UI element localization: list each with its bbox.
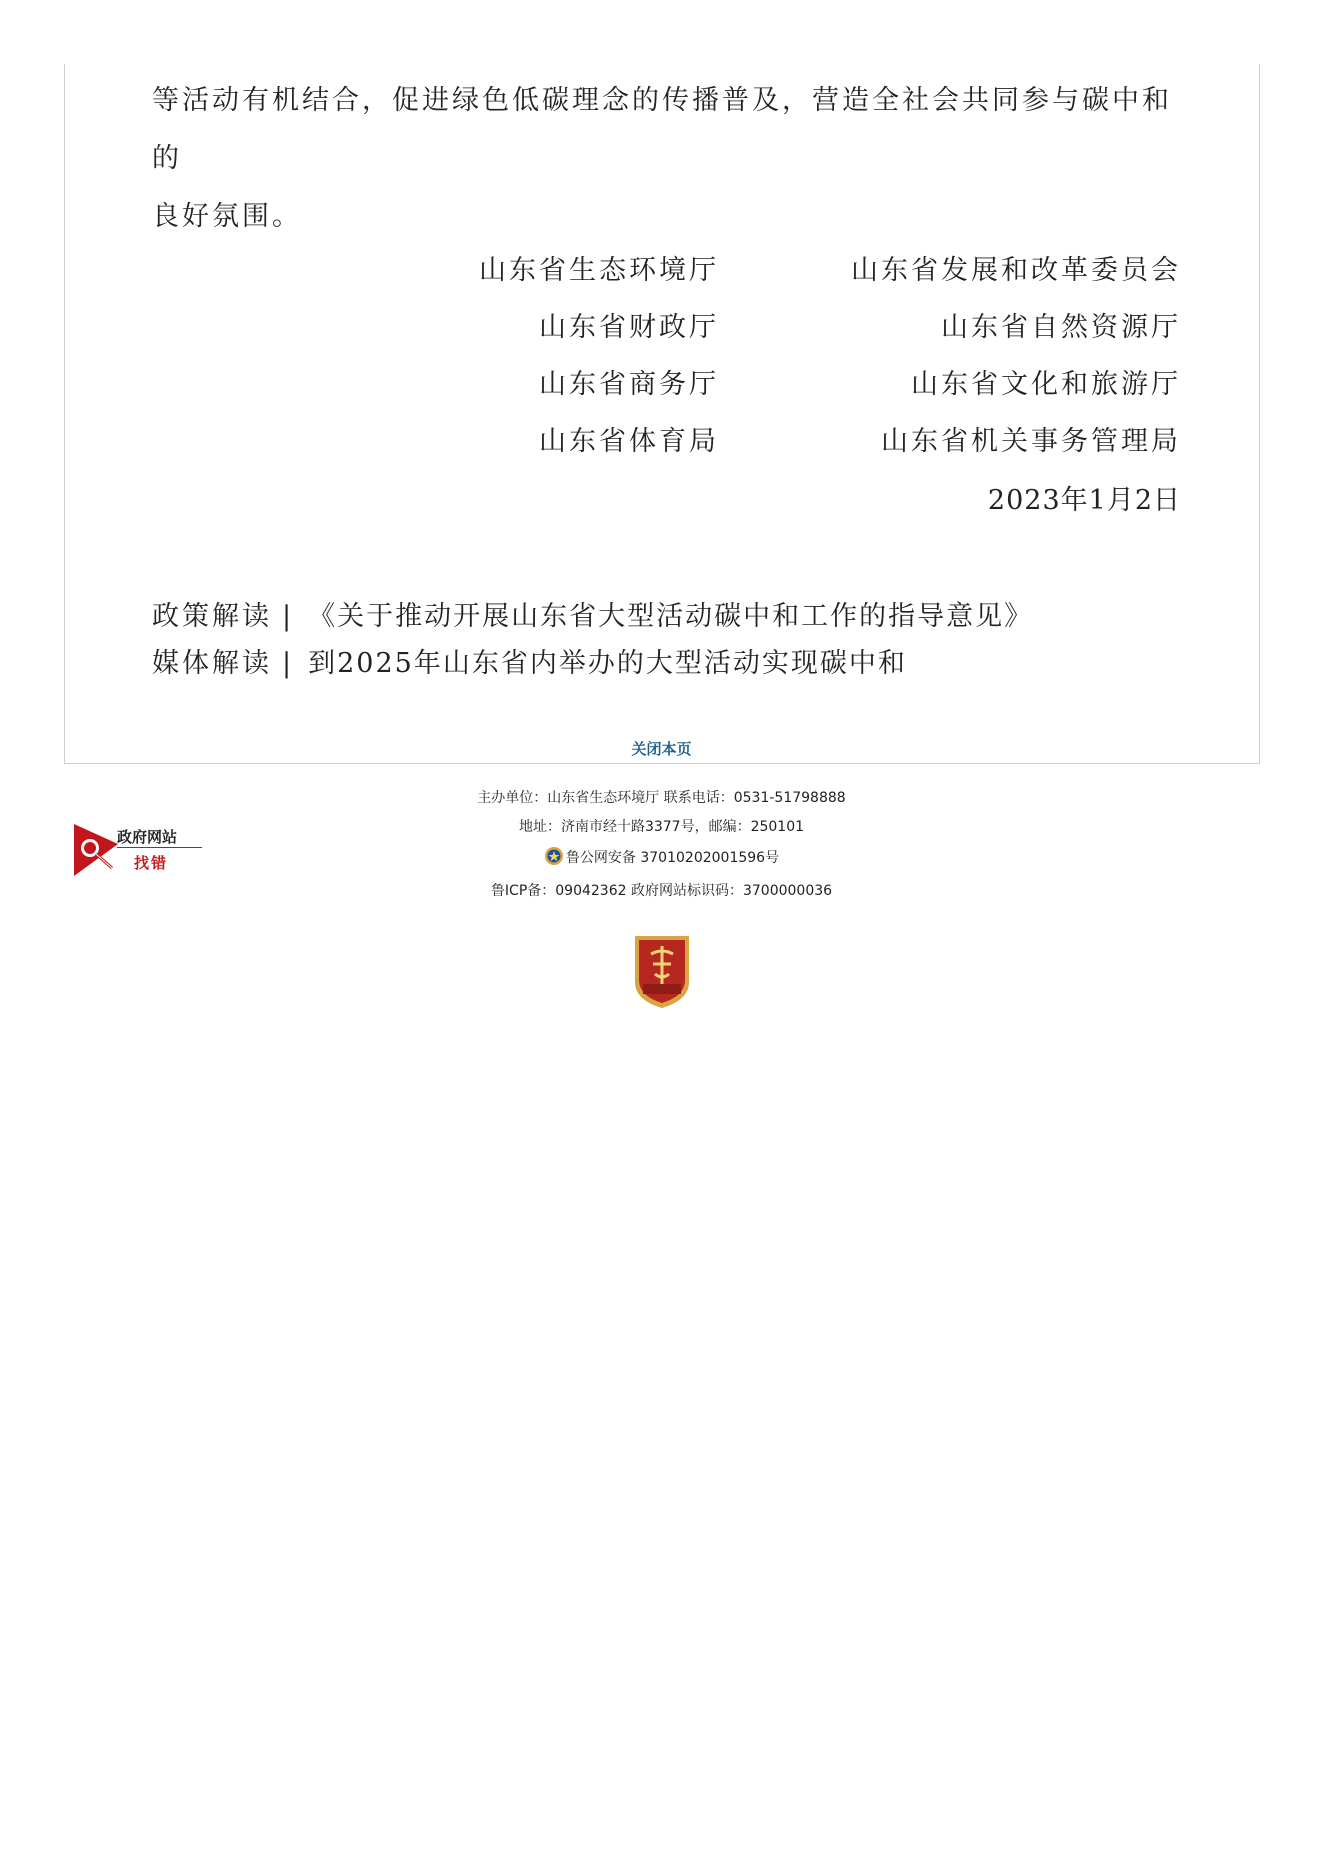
policy-interpretation-row — [152, 594, 1033, 633]
paragraph-line-2: 良好氛围。 — [152, 201, 302, 232]
document-date: 2023年1月2日 — [987, 485, 1181, 516]
footer-icp[interactable]: 鲁ICP备：09042362 政府网站标识码：3700000036 — [490, 883, 833, 899]
badge-line-1: 政府网站 — [117, 828, 178, 846]
party-organ-emblem-icon[interactable] — [629, 930, 695, 1010]
footer-address: 地址：济南市经十路3377号，邮编：250101 — [518, 819, 805, 835]
article-paragraph — [152, 72, 1182, 246]
paragraph-line-1: 等活动有机结合，促进绿色低碳理念的传播普及，营造全社会共同参与碳中和的 — [152, 85, 1172, 174]
police-emblem-icon — [544, 846, 564, 866]
footer-host: 主办单位：山东省生态环境厅 联系电话：0531-51798888 — [477, 790, 846, 806]
media-link[interactable]: 到2025年山东省内举办的大型活动实现碳中和 — [308, 648, 907, 679]
signatory-right-2: 山东省自然资源厅 — [941, 312, 1181, 343]
media-label: 媒体解读 — [152, 648, 272, 679]
policy-label: 政策解读 — [152, 601, 272, 632]
signatory-left-3: 山东省商务厅 — [539, 369, 719, 400]
signatory-right-3: 山东省文化和旅游厅 — [911, 369, 1181, 400]
separator: | — [282, 648, 295, 679]
separator: | — [282, 601, 295, 632]
media-interpretation-row — [152, 641, 907, 680]
signatory-left-1: 山东省生态环境厅 — [479, 255, 719, 286]
signatory-right-1: 山东省发展和改革委员会 — [851, 255, 1181, 286]
signatory-left-4: 山东省体育局 — [539, 426, 719, 457]
signatory-left-2: 山东省财政厅 — [539, 312, 719, 343]
signatory-right-4: 山东省机关事务管理局 — [881, 426, 1181, 457]
footer-police-record: 鲁公网安备 37010202001596号 — [565, 850, 780, 866]
badge-line-2: 找错 — [134, 854, 169, 872]
policy-link[interactable]: 《关于推动开展山东省大型活动碳中和工作的指导意见》 — [308, 601, 1034, 632]
footer-police-record-row[interactable] — [0, 846, 1323, 867]
close-page-button[interactable]: 关闭本页 — [631, 740, 692, 758]
